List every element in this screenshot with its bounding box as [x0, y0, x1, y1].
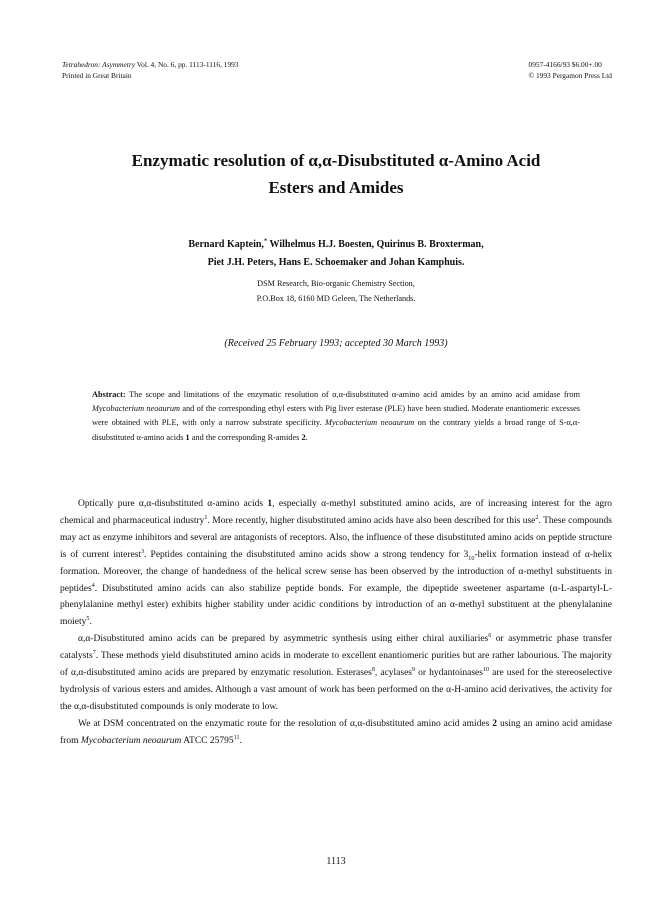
reference-mark: 2	[535, 514, 539, 521]
organism-name: Mycobacterium neoaurum	[80, 735, 182, 746]
reference-mark: 8	[371, 666, 375, 673]
text: ATCC 25795	[181, 735, 234, 746]
abstract-text: The scope and limitations of the enzymatic resolution of α,α-disubstituted α-amino acid amides by an amino acid amidase from	[125, 390, 580, 399]
organism-name: Mycobacterium neoaurum	[92, 404, 181, 414]
affiliation-line-1: DSM Research, Bio-organic Chemistry Section,	[257, 279, 415, 288]
text: using an amino acid amidase from	[60, 718, 612, 746]
text: Optically pure α,α-disubstituted α-amino acids	[78, 499, 268, 509]
abstract-text: and the corresponding R-amides	[189, 432, 302, 442]
compound-number: 2	[492, 718, 498, 729]
reference-mark: 4	[91, 582, 95, 589]
reference-mark: 10	[482, 666, 490, 673]
text: .	[89, 617, 92, 628]
compound-number: 2	[301, 432, 306, 442]
text: or asymmetric phase transfer catalysts	[60, 634, 612, 662]
author-1: Bernard Kaptein,	[188, 239, 264, 250]
title-line-2: Esters and Amides	[268, 178, 404, 197]
abstract-text: on the contrary yields a broad range of S-α,α-disubstituted α-amino acids	[92, 418, 580, 442]
reference-mark: 9	[412, 666, 416, 673]
text: , especially α-methyl substituted amino acids, are of increasing interest for the agro chemical and pharmaceutical industry	[60, 499, 612, 526]
organism-name: Mycobacterium neoaurum	[325, 418, 415, 428]
authors-line-2: Piet J.H. Peters, Hans E. Schoemaker and Johan Kamphuis.	[207, 257, 465, 268]
paragraph-1	[60, 496, 612, 631]
reference-mark: 11	[233, 734, 240, 741]
reference-mark: 5	[86, 616, 90, 623]
publisher-header	[529, 60, 613, 81]
text: We at DSM concentrated on the enzymatic route for the resolution of α,α-disubstituted amino acid amides	[78, 718, 493, 729]
paragraph-2	[60, 631, 612, 716]
reference-mark: 1	[204, 514, 208, 521]
affiliation	[60, 276, 612, 306]
title-line-1: Enzymatic resolution of α,α-Disubstituted α-Amino Acid	[131, 151, 541, 170]
paragraph-3	[60, 716, 612, 750]
text: . These compounds may act as enzyme inhibitors and several are antagonists of receptors. Also, the influence of these disubstituted amino acids on peptide structure is of current interest	[60, 515, 612, 560]
reference-mark: 3	[141, 548, 145, 555]
abstract	[92, 388, 580, 445]
text: or hydantoinases	[415, 668, 483, 679]
subscript: 10	[468, 555, 475, 562]
volume-info: Vol. 4, No. 6, pp. 1113-1116, 1993	[136, 60, 239, 69]
paper-title	[60, 147, 612, 201]
text: .	[239, 735, 242, 746]
text: -helix formation instead of α-helix formation. Moreover, the change of handedness of the helical screw sense has been observed by the introduction of α-methyl substituents in peptides	[60, 549, 612, 594]
text: . Disubstituted amino acids can also stabilize peptide bonds. For example, the dipeptide sweetener aspartame (α-L-aspartyl-L-phenylalanine methyl ester) exhibits higher stability under acidic conditions by introduction of an α-methyl substituent at the phenylalanine moiety	[60, 583, 612, 628]
abstract-text: .	[305, 432, 308, 442]
issn: 0957-4166/93 $6.00+.00	[528, 60, 602, 69]
journal-header	[62, 60, 239, 81]
text: α,α-Disubstituted amino acids can be prepared by asymmetric synthesis using either chiral auxiliaries	[78, 634, 489, 645]
affiliation-line-2: P.O.Box 18, 6160 MD Geleen, The Netherlands.	[256, 294, 416, 303]
text: . More recently, higher disubstituted amino acids have also been described for this use	[207, 515, 536, 526]
text: are used for the stereoselective hydrolysis of various esters and amides. Although a vast amount of work has been performed on the α-H-amino acid derivatives, the activity for the α,α-disubstituted compounds is only moderate to low.	[60, 668, 612, 712]
authors-line-1: Wilhelmus H.J. Boesten, Quirinus B. Broxterman,	[267, 239, 484, 250]
text: , acylases	[374, 668, 412, 679]
received-dates: (Received 25 February 1993; accepted 30 March 1993)	[224, 338, 448, 349]
reference-mark: 6	[488, 633, 492, 640]
reference-mark: 7	[92, 650, 96, 656]
journal-name: Tetrahedron: Asymmetry	[62, 60, 136, 69]
page-number: 1113	[326, 856, 346, 867]
text: . Peptides containing the disubstituted amino acids show a strong tendency for 3	[144, 549, 469, 560]
abstract-label: Abstract:	[92, 390, 126, 399]
printed-in: Printed in Great Britain	[62, 70, 132, 80]
copyright: © 1993 Pergamon Press Ltd	[528, 70, 612, 80]
authors	[60, 236, 612, 272]
compound-number: 1	[267, 499, 273, 509]
text: . These methods yield disubstituted amino acids in moderate to excellent enantiomeric purities but are rather labourious. The majority of α,α-disubstituted amino acids are prepared by enzymatic resolution. Esterases	[60, 651, 612, 679]
abstract-text: and of the corresponding ethyl esters with Pig liver esterase (PLE) have been studied. Moderate enantiomeric excesses were obtained with PLE, with only a narrow substrate specificity.	[92, 404, 580, 428]
body-text	[60, 496, 612, 750]
corresponding-mark: *	[263, 237, 268, 245]
compound-number: 1	[185, 432, 190, 442]
